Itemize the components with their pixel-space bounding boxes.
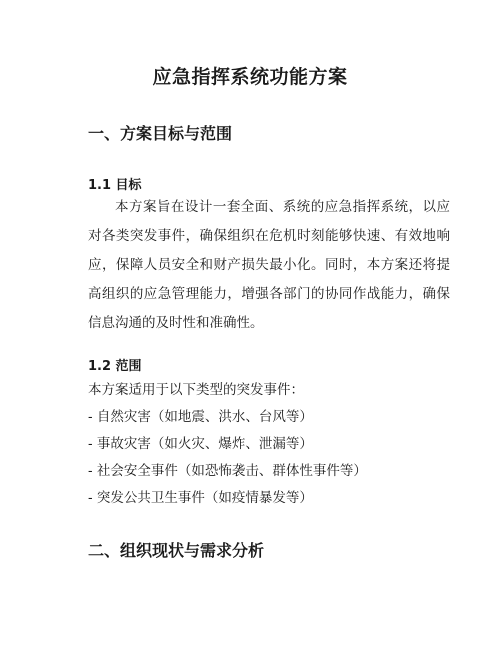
scope-list-item: - 事故灾害（如火灾、爆炸、泄漏等） bbox=[88, 436, 313, 452]
scope-list-item: - 突发公共卫生事件（如疫情暴发等） bbox=[88, 490, 313, 506]
document-title: 应急指挥系统功能方案 bbox=[152, 66, 348, 88]
scope-intro: 本方案适用于以下类型的突发事件： bbox=[88, 382, 304, 398]
subsection-heading-scope: 1.2 范围 bbox=[88, 359, 142, 374]
scope-list-item: - 社会安全事件（如恐怖袭击、群体性事件等） bbox=[88, 463, 367, 479]
section-heading-goals-scope: 一、方案目标与范围 bbox=[88, 124, 233, 143]
goal-paragraph: 本方案旨在设计一套全面、系统的应急指挥系统，以应对各类突发事件，确保组织在危机时刻能够快速、有效地响应，保障人员安全和财产损失最小化。同时，本方案还将提高组织的应急管理能力，增强各部门的协同作战能力，确保信息沟通的及时性和准确性。 bbox=[88, 199, 450, 331]
subsection-heading-goal: 1.1 目标 bbox=[88, 178, 142, 193]
scope-list-item: - 自然灾害（如地震、洪水、台风等） bbox=[88, 409, 313, 425]
section-heading-status-analysis: 二、组织现状与需求分析 bbox=[88, 541, 265, 560]
